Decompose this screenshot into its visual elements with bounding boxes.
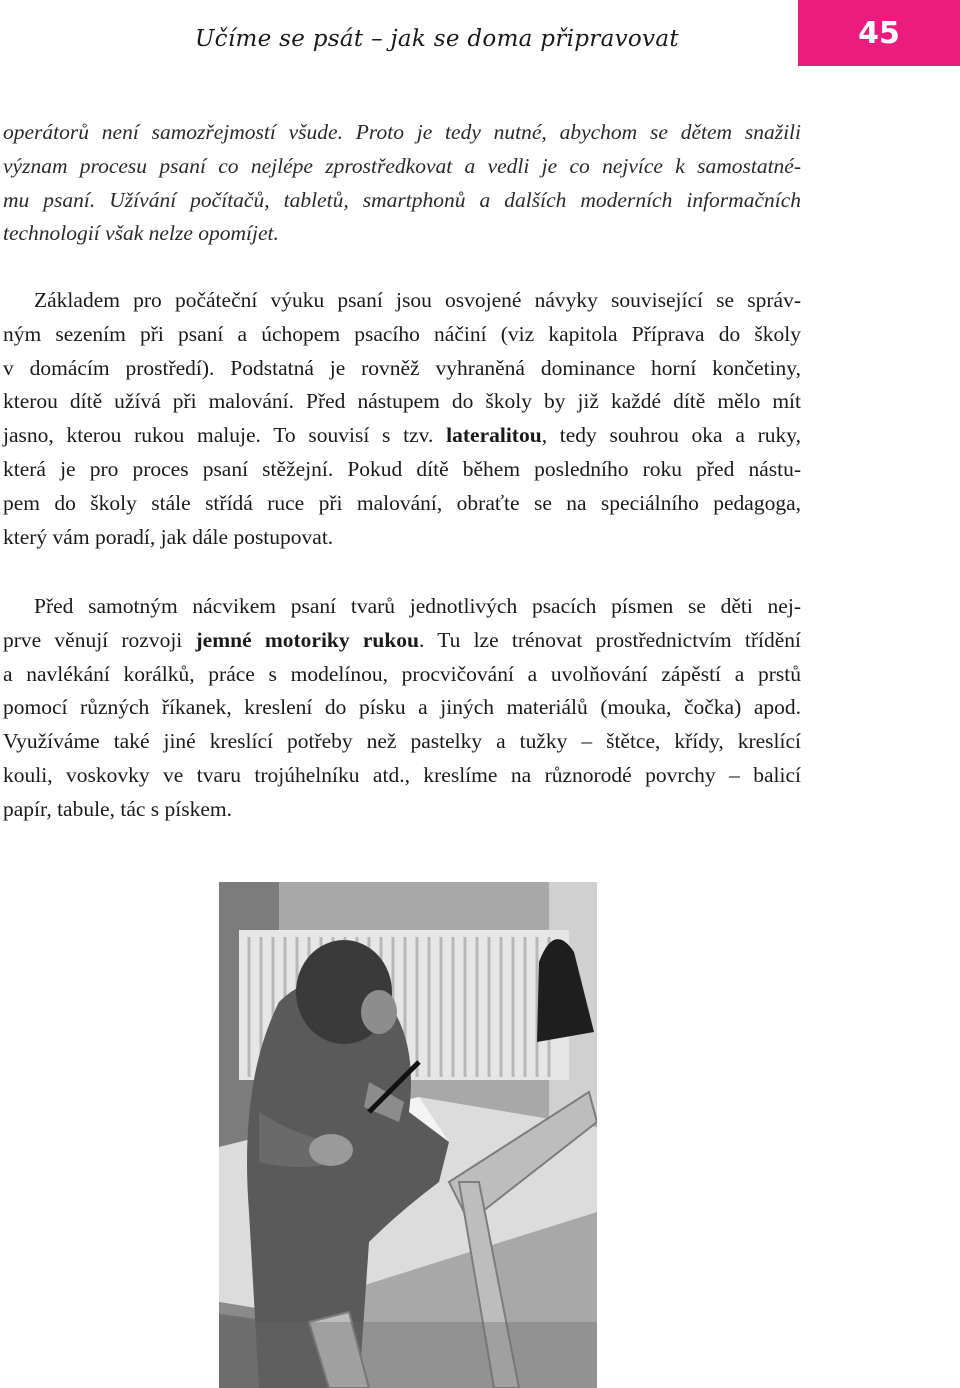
paragraph-laterality bbox=[3, 284, 801, 554]
text-line: pomocí různých říkanek, kreslení do písku a jiných materiálů (mouka, čočka) apod. bbox=[3, 695, 801, 720]
photo-child-writing bbox=[219, 882, 597, 1388]
text-line: technologií však nelze opomíjet. bbox=[3, 221, 279, 246]
text-line: ným sezením při psaní a úchopem psacího náčiní (viz kapitola Příprava do školy bbox=[3, 321, 801, 346]
text-line: Využíváme také jiné kreslící potřeby než pastelky a tužky – štětce, křídy, kreslící bbox=[3, 729, 801, 754]
text-line: který vám poradí, jak dále postupovat. bbox=[3, 524, 334, 549]
text-run: jasno, kterou rukou maluje. To souvisí s tzv. bbox=[3, 423, 447, 448]
text-run: , tedy souhrou oka a ruky, bbox=[541, 423, 801, 448]
text-run: prve věnují rozvoji bbox=[3, 627, 196, 652]
text-line: Základem pro počáteční výuku psaní jsou osvojené návyky související se správ- bbox=[34, 288, 801, 312]
text-line: kterou dítě užívá při malování. Před nástupem do školy by již každé dítě mělo mít bbox=[3, 389, 801, 414]
text-line: význam procesu psaní co nejlépe zprostředkovat a vedli je co nejvíce k samostatné- bbox=[3, 153, 801, 178]
bold-term-fine-motor: jemné motoriky rukou bbox=[195, 627, 420, 652]
text-line: kouli, voskovky ve tvaru trojúhelníku atd., kreslíme na různorodé povrchy – balicí bbox=[3, 762, 801, 787]
text-line: mu psaní. Užívání počítačů, tabletů, smartphonů a dalších moderních informačních bbox=[3, 187, 801, 212]
text-line: v domácím prostředí). Podstatná je rovněž vyhraněná dominance horní končetiny, bbox=[3, 355, 801, 380]
running-header-title: Učíme se psát – jak se doma připravovat bbox=[195, 26, 679, 52]
paragraph-fine-motor-skills bbox=[3, 590, 801, 827]
text-line bbox=[3, 624, 801, 658]
paragraph-intro-continuation bbox=[3, 116, 801, 251]
text-line: která je pro proces psaní stěžejní. Pokud dítě během posledního roku před nástu- bbox=[3, 456, 801, 481]
text-line: Před samotným nácvikem psaní tvarů jednotlivých psacích písmen se děti nej- bbox=[34, 594, 801, 618]
text-line: pem do školy stále střídá ruce při malování, obraťte se na speciálního pedagoga, bbox=[3, 490, 801, 515]
bold-term-laterality: lateralitou bbox=[446, 423, 542, 448]
text-line bbox=[3, 419, 801, 453]
page-number-badge: 45 bbox=[798, 0, 960, 66]
text-line: a navlékání korálků, práce s modelínou, procvičování a uvolňování zápěstí a prstů bbox=[3, 661, 801, 686]
text-line: operátorů není samozřejmostí všude. Proto je tedy nutné, abychom se dětem snažili bbox=[3, 120, 801, 144]
text-line: papír, tabule, tác s pískem. bbox=[3, 796, 233, 821]
photo-illustration bbox=[219, 882, 597, 1388]
text-run: . Tu lze trénovat prostřednictvím třídění bbox=[419, 627, 801, 652]
